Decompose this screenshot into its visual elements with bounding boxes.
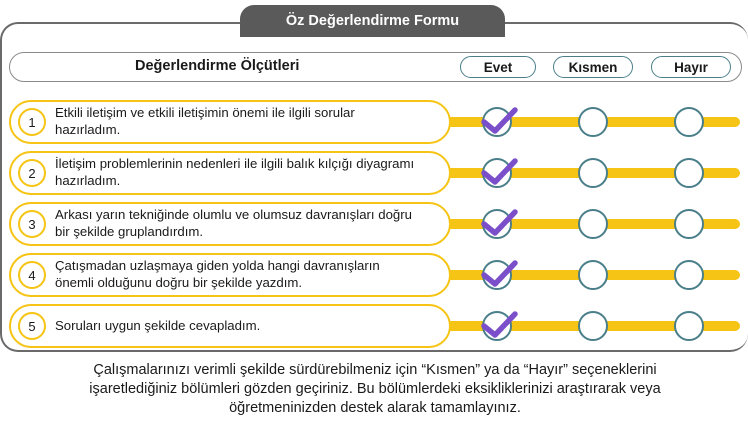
criterion-text: Arkası yarın tekniğinde olumlu ve olumsuz davranışları doğru bir şekilde gruplandırdım. [55, 207, 412, 239]
criterion-number: 5 [18, 312, 46, 340]
criterion-text: Soruları uygun şekilde cevapladım. [55, 318, 261, 333]
criterion-text: Etkili iletişim ve etkili iletişimin önemi ile ilgili sorular hazırladım. [55, 105, 355, 137]
criterion-row-2 [0, 151, 748, 195]
check-icon [479, 104, 519, 138]
criterion-row-3 [0, 202, 748, 246]
option-kismen[interactable] [578, 209, 608, 239]
option-hayir[interactable] [674, 107, 704, 137]
criterion-number: 3 [18, 210, 46, 238]
option-kismen[interactable] [578, 260, 608, 290]
criterion-number: 1 [18, 108, 46, 136]
option-kismen[interactable] [578, 107, 608, 137]
check-icon [479, 155, 519, 189]
footer-note: Çalışmalarınızı verimli şekilde sürdürebilmeniz için “Kısmen” ya da “Hayır” seçeneklerini işaretlediğiniz bölümleri gözden geçiriniz. Bu bölümlerdeki eksikliklerinizi araştırarak veya öğretmeninizden destek alarak tamamlayınız. [89, 362, 661, 416]
criterion-text: Çatışmadan uzlaşmaya giden yolda hangi davranışların önemli olduğunu doğru bir şekilde yazdım. [55, 258, 380, 290]
check-icon [479, 206, 519, 240]
column-hayir: Hayır [651, 56, 731, 78]
form-title: Öz Değerlendirme Formu [240, 5, 505, 37]
criterion-row-5 [0, 304, 748, 348]
option-hayir[interactable] [674, 209, 704, 239]
criteria-header: Değerlendirme Ölçütleri [135, 58, 300, 74]
option-hayir[interactable] [674, 260, 704, 290]
option-kismen[interactable] [578, 311, 608, 341]
criterion-row-4 [0, 253, 748, 297]
option-kismen[interactable] [578, 158, 608, 188]
column-evet: Evet [460, 56, 536, 78]
check-icon [479, 308, 519, 342]
criterion-row-1 [0, 100, 748, 144]
criterion-number: 2 [18, 159, 46, 187]
criterion-number: 4 [18, 261, 46, 289]
criterion-text: İletişim problemlerinin nedenleri ile ilgili balık kılçığı diyagramı hazırladım. [55, 156, 415, 188]
option-hayir[interactable] [674, 311, 704, 341]
option-hayir[interactable] [674, 158, 704, 188]
check-icon [479, 257, 519, 291]
column-kismen: Kısmen [553, 56, 633, 78]
